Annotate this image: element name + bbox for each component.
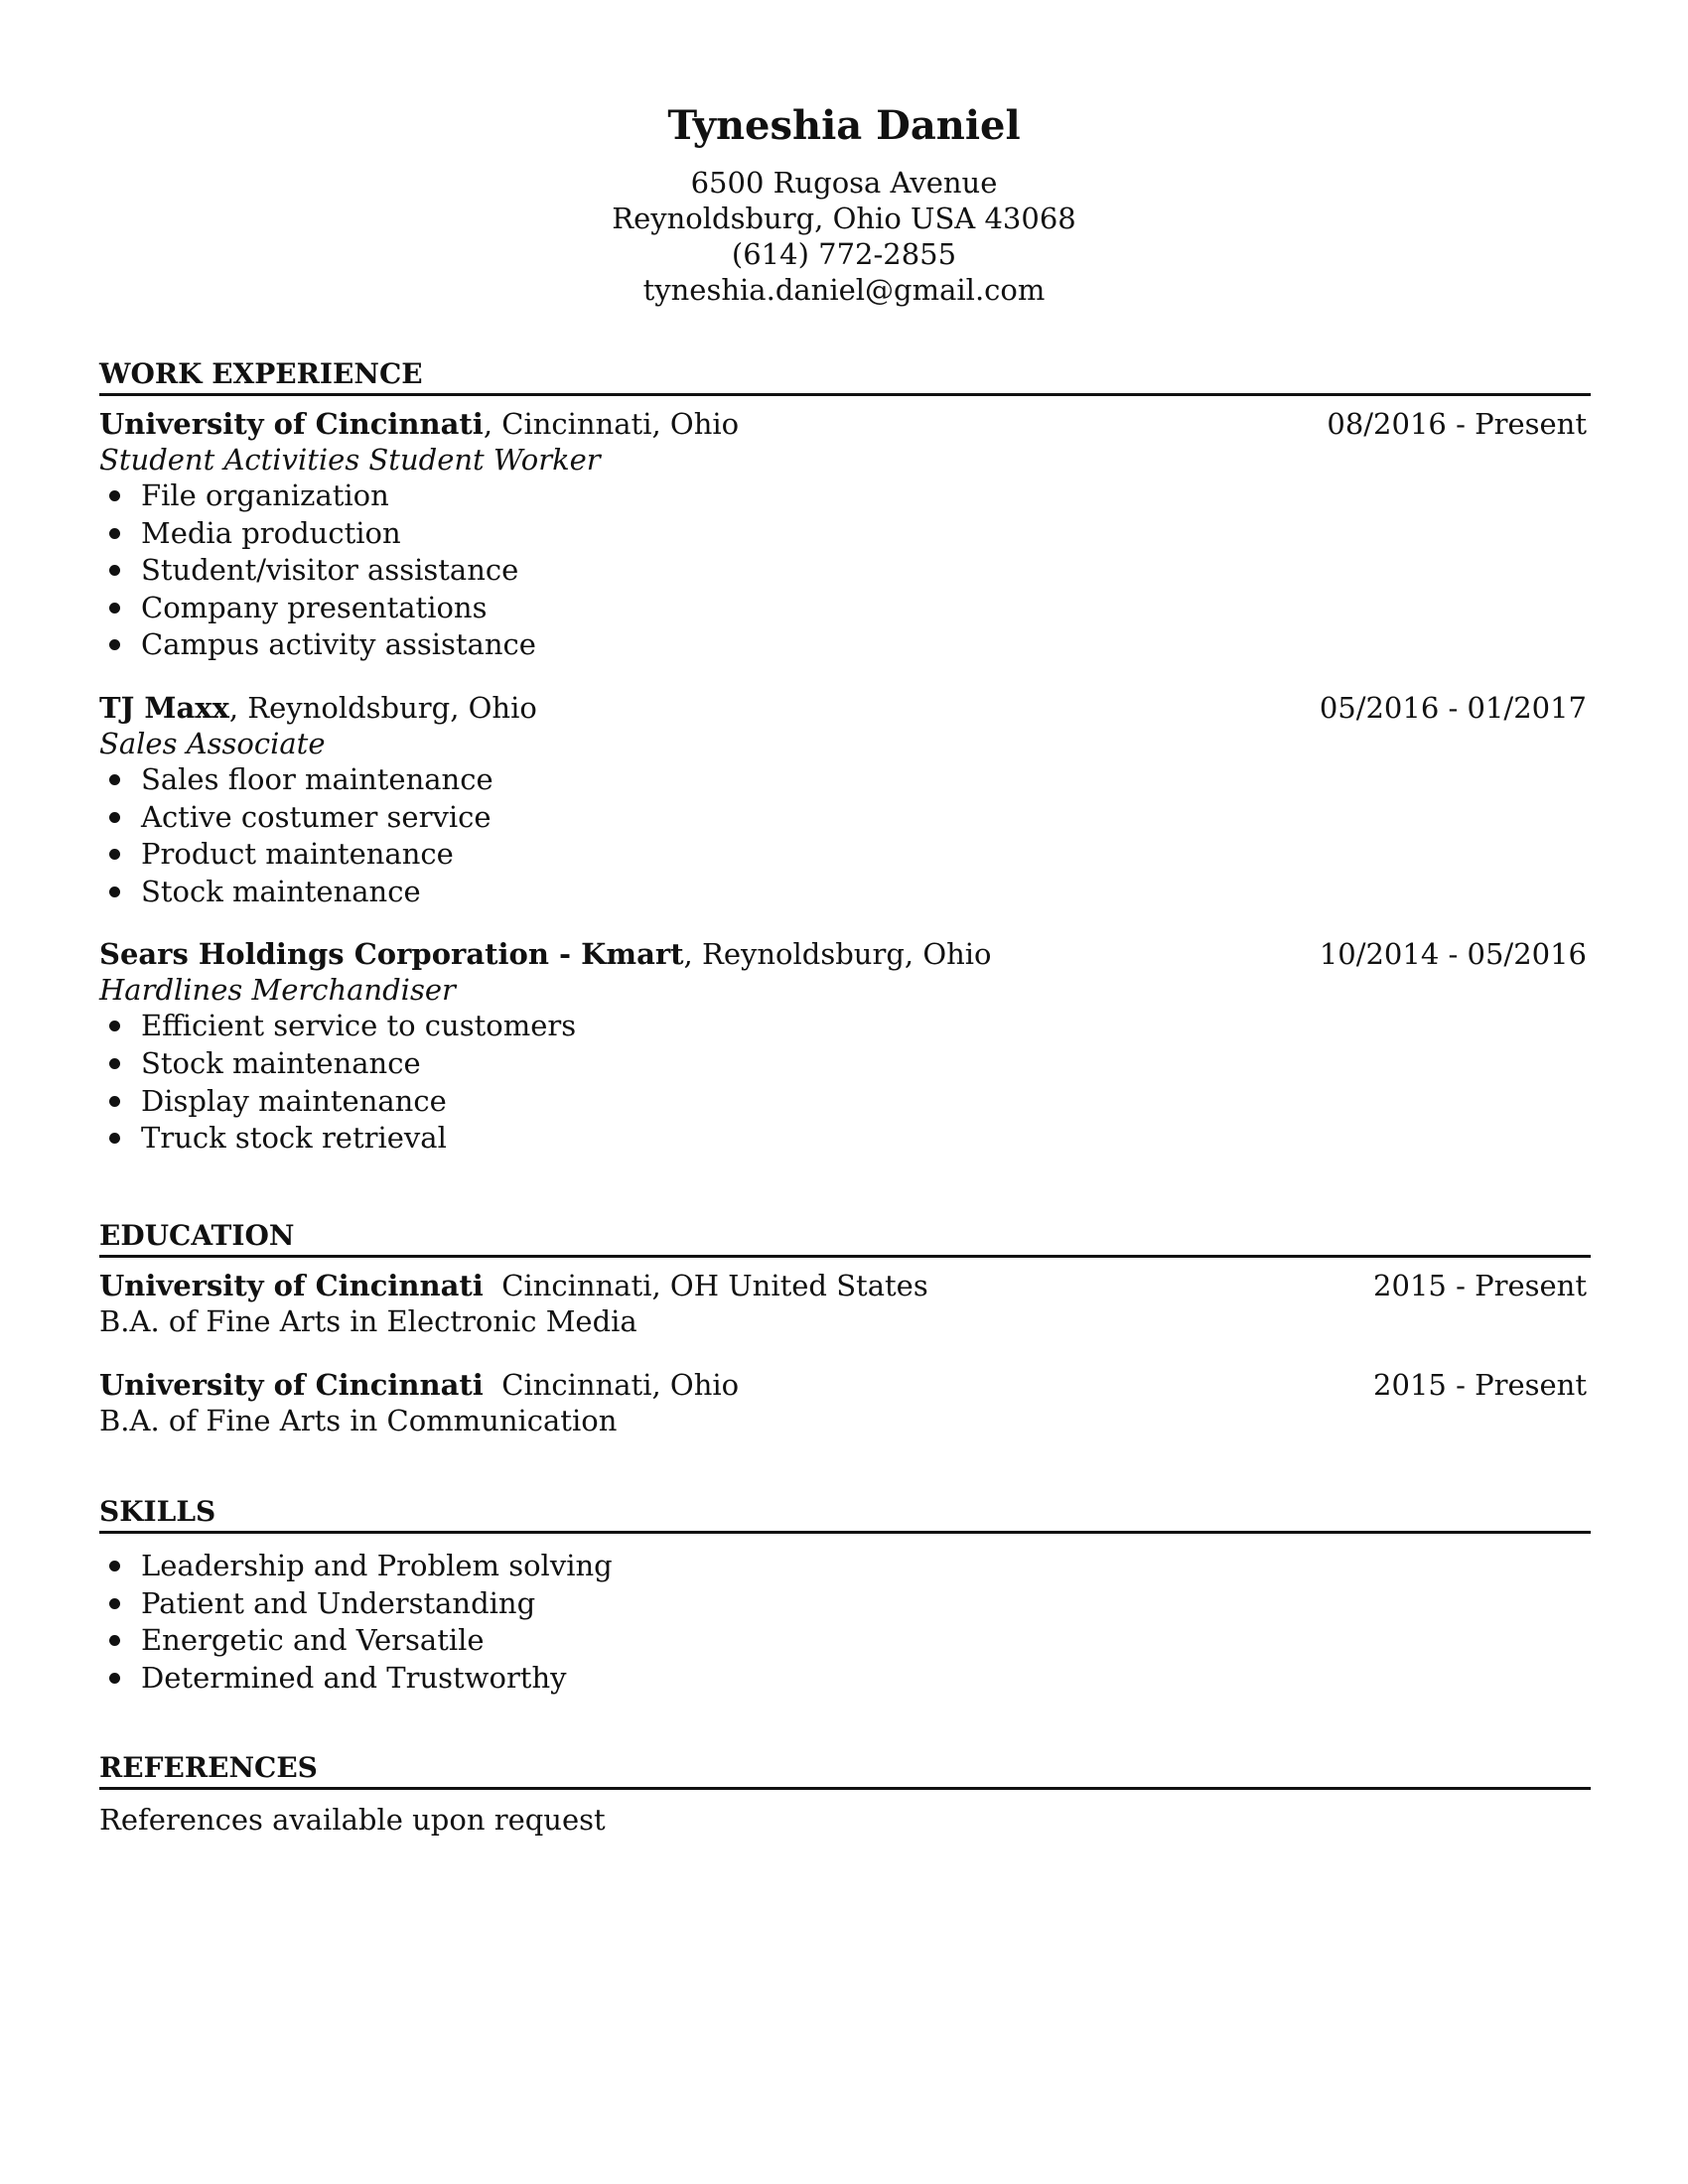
job-dates: 08/2016 - Present [1327, 407, 1587, 441]
bullet-icon [109, 639, 120, 650]
job-employer [99, 936, 992, 972]
job-header [99, 690, 1591, 726]
bullet-icon [109, 1598, 120, 1609]
school [99, 1268, 928, 1303]
job-duties-list [99, 478, 1591, 664]
employer-name: Sears Holdings Corporation - Kmart [99, 937, 684, 972]
list-item: Display maintenance [99, 1083, 1591, 1121]
job-title: Student Activities Student Worker [99, 443, 601, 477]
bullet-icon [109, 1673, 120, 1684]
bullet-icon [109, 565, 120, 576]
job-entry [99, 690, 1591, 910]
education-dates: 2015 - Present [1373, 1368, 1587, 1402]
resume-header [0, 99, 1688, 308]
job-title: Hardlines Merchandiser [99, 973, 456, 1008]
section-title-work: WORK EXPERIENCE [99, 357, 1591, 396]
bullet-icon [109, 1058, 120, 1069]
degree: B.A. of Fine Arts in Electronic Media [99, 1304, 637, 1338]
job-header [99, 936, 1591, 972]
job-duties-list [99, 761, 1591, 910]
job-entry [99, 406, 1591, 664]
list-item: Leadership and Problem solving [99, 1548, 1591, 1585]
job-employer [99, 406, 739, 442]
list-item: Stock maintenance [99, 874, 1591, 911]
list-item: Active costumer service [99, 799, 1591, 837]
list-item: Sales floor maintenance [99, 761, 1591, 799]
section-title-skills: SKILLS [99, 1495, 1591, 1534]
section-title-references: REFERENCES [99, 1751, 1591, 1790]
bullet-icon [109, 1133, 120, 1144]
section-title-education: EDUCATION [99, 1219, 1591, 1258]
job-employer [99, 690, 537, 726]
education-header [99, 1268, 1591, 1303]
list-item: Student/visitor assistance [99, 552, 1591, 590]
bullet-icon [109, 603, 120, 614]
list-item: Media production [99, 515, 1591, 553]
education-entry [99, 1367, 1591, 1438]
list-item: Company presentations [99, 590, 1591, 627]
skills-list [99, 1548, 1591, 1697]
address-line-2: Reynoldsburg, Ohio USA 43068 [612, 202, 1076, 235]
degree: B.A. of Fine Arts in Communication [99, 1404, 618, 1437]
education-entry [99, 1268, 1591, 1339]
job-title: Sales Associate [99, 726, 326, 760]
phone-number: (614) 772-2855 [731, 237, 957, 271]
list-item: Stock maintenance [99, 1045, 1591, 1083]
bullet-icon [109, 528, 120, 539]
work-experience-section [99, 357, 1591, 1158]
bullet-icon [109, 812, 120, 823]
education-dates: 2015 - Present [1373, 1269, 1587, 1302]
list-item: Product maintenance [99, 836, 1591, 874]
list-item: File organization [99, 478, 1591, 515]
job-header [99, 406, 1591, 442]
candidate-name: Tyneshia Daniel [667, 102, 1021, 149]
employer-location: , Reynoldsburg, Ohio [228, 690, 537, 725]
job-entry [99, 936, 1591, 1157]
bullet-icon [109, 849, 120, 860]
school-name: University of Cincinnati [99, 1368, 484, 1402]
school-location: Cincinnati, OH United States [483, 1269, 928, 1302]
job-duties-list [99, 1008, 1591, 1157]
education-header [99, 1367, 1591, 1403]
bullet-icon [109, 1096, 120, 1107]
job-dates: 05/2016 - 01/2017 [1319, 690, 1587, 725]
list-item: Efficient service to customers [99, 1008, 1591, 1045]
bullet-icon [109, 887, 120, 897]
address-line-1: 6500 Rugosa Avenue [690, 166, 998, 200]
bullet-icon [109, 1021, 120, 1031]
skills-section [99, 1495, 1591, 1697]
education-section [99, 1219, 1591, 1438]
school [99, 1367, 739, 1403]
bullet-icon [109, 1561, 120, 1571]
employer-location: , Reynoldsburg, Ohio [683, 937, 992, 972]
bullet-icon [109, 490, 120, 501]
email-address: tyneshia.daniel@gmail.com [642, 273, 1046, 307]
references-text: References available upon request [99, 1803, 606, 1837]
list-item: Campus activity assistance [99, 626, 1591, 664]
employer-location: , Cincinnati, Ohio [483, 407, 740, 441]
employer-name: University of Cincinnati [99, 407, 484, 441]
references-section [99, 1751, 1591, 1838]
list-item: Energetic and Versatile [99, 1622, 1591, 1660]
bullet-icon [109, 1635, 120, 1646]
employer-name: TJ Maxx [99, 690, 229, 725]
list-item: Determined and Trustworthy [99, 1660, 1591, 1698]
list-item: Patient and Understanding [99, 1585, 1591, 1623]
school-name: University of Cincinnati [99, 1269, 484, 1302]
list-item: Truck stock retrieval [99, 1120, 1591, 1158]
job-dates: 10/2014 - 05/2016 [1319, 937, 1587, 972]
bullet-icon [109, 774, 120, 785]
school-location: Cincinnati, Ohio [483, 1368, 740, 1402]
